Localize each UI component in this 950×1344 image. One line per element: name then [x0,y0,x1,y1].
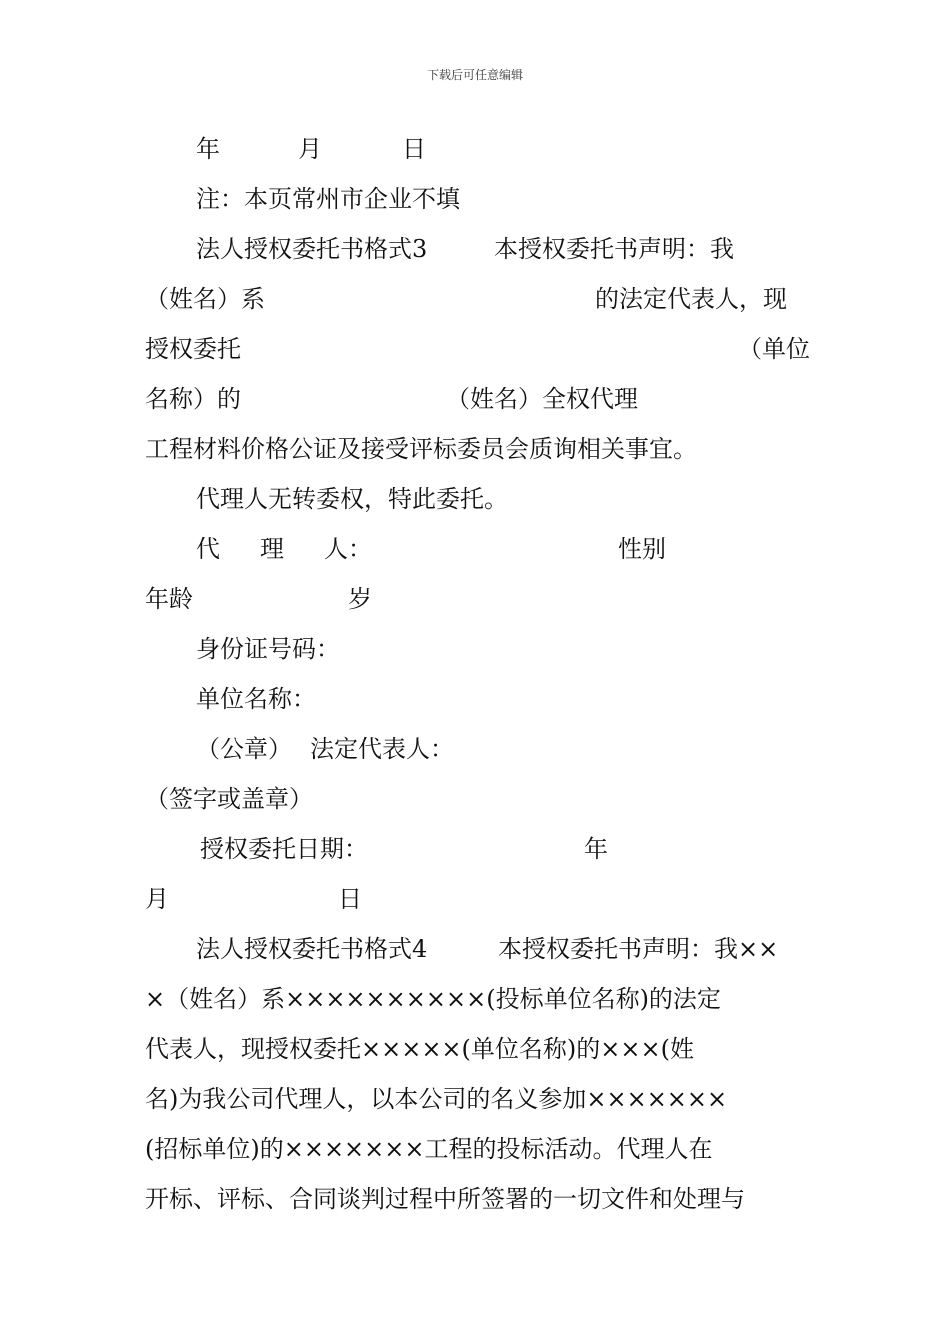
unit-name-text: 名称）的 [145,385,241,413]
sign-label: （签字或盖章） [145,785,313,813]
page-header: 下载后可任意编辑 [426,68,523,82]
scope-text: 工程材料价格公证及接受评标委员会质询相关事宜。 [145,435,697,463]
format4-text-2: 代表人，现授权委托×××××(单位名称)的×××(姓 [145,1035,694,1063]
gender-label: 性别 [618,535,666,563]
day-label: 日 [402,135,426,163]
age-unit: 岁 [348,585,372,613]
format4-declaration-start: 本授权委托书声明：我×× [498,935,779,963]
declaration-start: 本授权委托书声明：我 [494,235,734,263]
format4-title: 法人授权委托书格式4 [196,935,428,963]
name-label: （姓名）系 [145,285,265,313]
legal-rep-text: 的法定代表人，现 [595,285,787,313]
format4-text-4: (招标单位)的×××××××工程的投标活动。代理人在 [145,1135,713,1163]
agent-char-2: 理 [260,535,284,563]
agent-char-3: 人： [324,535,372,563]
auth-date-year: 年 [584,835,608,863]
unit-open-text: （单位 [738,335,810,363]
unit-label: 单位名称： [196,685,316,713]
authorize-text: 授权委托 [145,335,241,363]
format4-text-5: 开标、评标、合同谈判过程中所签署的一切文件和处理与 [145,1185,745,1213]
full-proxy-text: （姓名）全权代理 [446,385,638,413]
id-label: 身份证号码： [196,635,340,663]
auth-date-day: 日 [338,885,362,913]
month-label: 月 [298,135,322,163]
auth-date-month: 月 [145,885,169,913]
format3-title: 法人授权委托书格式3 [196,235,428,263]
legal-rep-label: 法定代表人： [310,735,454,763]
format4-text-3: 名)为我公司代理人，以本公司的名义参加××××××× [145,1085,728,1113]
age-label: 年龄 [145,585,193,613]
year-label: 年 [196,135,220,163]
no-transfer-text: 代理人无转委权，特此委托。 [196,485,508,513]
agent-char-1: 代 [196,535,220,563]
seal-label: （公章） [196,735,292,763]
auth-date-label: 授权委托日期： [200,835,368,863]
format4-text-1: ×（姓名）系××××××××××(投标单位名称)的法定 [145,985,721,1013]
note-text: 注：本页常州市企业不填 [196,185,460,213]
